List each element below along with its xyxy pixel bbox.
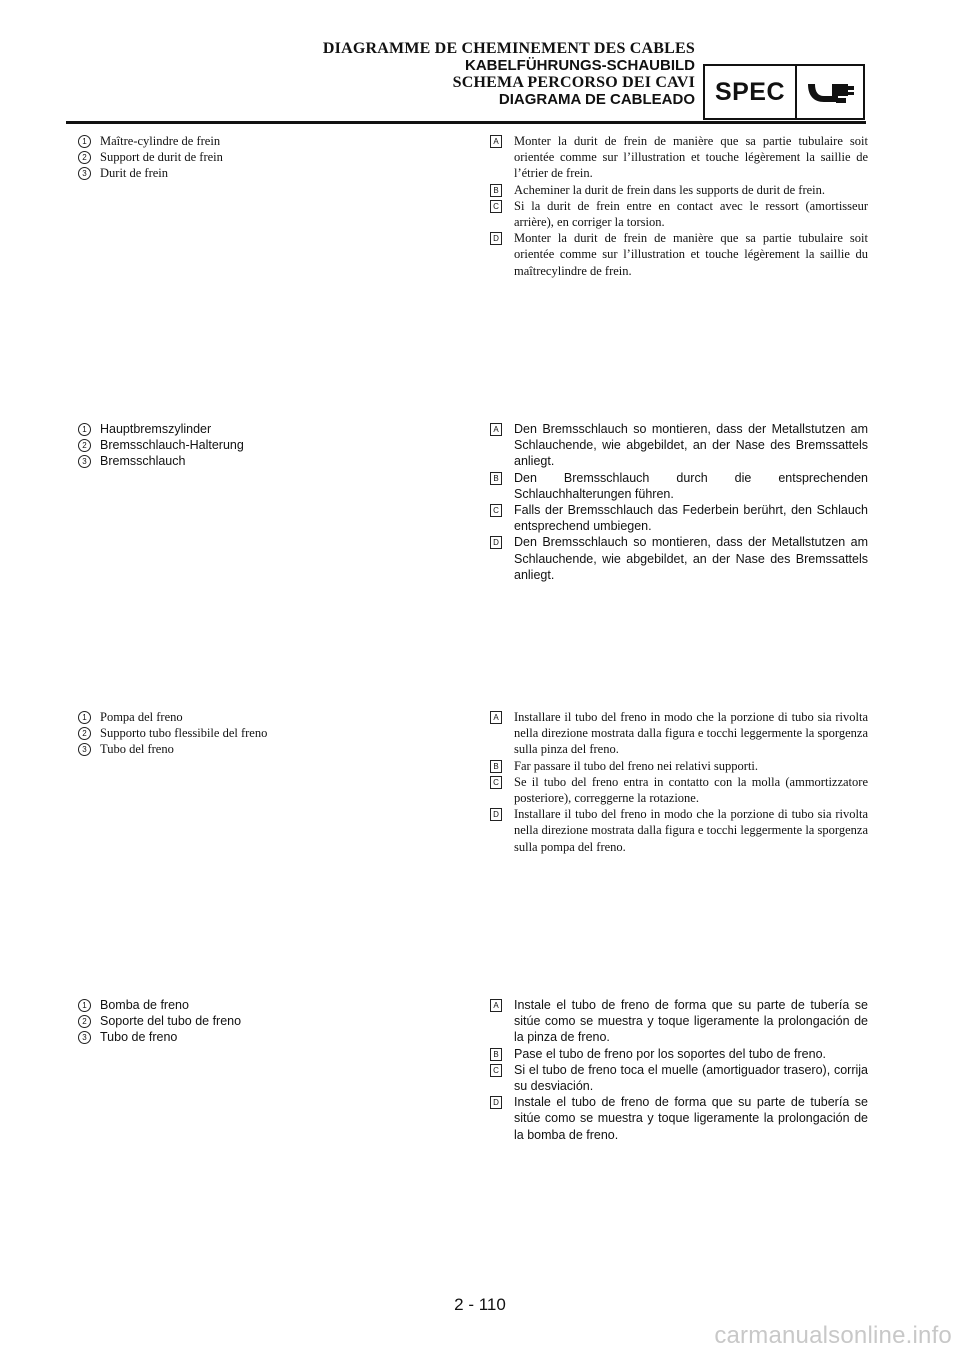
page-header: [0, 0, 960, 130]
parts-list: [78, 997, 438, 1046]
circled-number: 2: [78, 1015, 91, 1028]
boxed-letter: D: [490, 808, 502, 821]
header-titles: [323, 40, 695, 108]
notes-list: [490, 997, 868, 1143]
note-item: D Monter la durit de frein de manière que sa partie tubulaire soit orientée comme sur l’illustration et touche légèrement la saillie du maîtrecylindre de frein.: [490, 230, 868, 279]
note-item: D Instale el tubo de freno de forma que su parte de tubería se sitúe como se muestra y toque ligeramente la prolongación de la bomba de freno.: [490, 1094, 868, 1143]
notes-list: [490, 421, 868, 583]
list-item: 2 Bremsschlauch-Halterung: [78, 437, 438, 453]
list-item: 1 Pompa del freno: [78, 709, 438, 725]
note-item: B Far passare il tubo del freno nei relativi supporti.: [490, 758, 868, 774]
list-item: 2 Soporte del tubo de freno: [78, 1013, 438, 1029]
boxed-letter: B: [490, 760, 502, 773]
header-rule: [66, 121, 866, 124]
title-fr: DIAGRAMME DE CHEMINEMENT DES CABLES: [322, 40, 695, 57]
note-item: D Den Bremsschlauch so montieren, dass der Metallstutzen am Schlauchende, wie abgebildet, an der Nase des Bremssattels anliegt.: [490, 534, 868, 583]
notes-list: [490, 709, 868, 855]
note-item: C Si el tubo de freno toca el muelle (amortiguador trasero), corrija su desviación.: [490, 1062, 868, 1094]
circled-number: 2: [78, 439, 91, 452]
list-item: 2 Support de durit de frein: [78, 149, 438, 165]
boxed-letter: D: [490, 1096, 502, 1109]
circled-number: 2: [78, 151, 91, 164]
parts-list: [78, 133, 438, 182]
boxed-letter: C: [490, 776, 502, 789]
list-item: 2 Supporto tubo flessibile del freno: [78, 725, 438, 741]
boxed-letter: A: [490, 999, 502, 1012]
wrench-spec-icon: [797, 66, 863, 118]
note-item: B Pase el tubo de freno por los soportes del tubo de freno.: [490, 1046, 868, 1062]
spec-label: SPEC: [705, 66, 797, 118]
list-item: 3 Bremsschlauch: [78, 453, 438, 469]
circled-number: 3: [78, 1031, 91, 1044]
circled-number: 3: [78, 167, 91, 180]
note-item: A Installare il tubo del freno in modo che la porzione di tubo sia rivolta nella direzione mostrata dalla figura e tocchi leggermente la sporgenza sulla pinza del freno.: [490, 709, 868, 758]
boxed-letter: C: [490, 200, 502, 213]
list-item: 3 Tubo de freno: [78, 1029, 438, 1045]
note-item: B Acheminer la durit de frein dans les supports de durit de frein.: [490, 182, 868, 198]
note-item: C Falls der Bremsschlauch das Federbein berührt, den Schlauch entsprechend umbiegen.: [490, 502, 868, 534]
boxed-letter: B: [490, 472, 502, 485]
boxed-letter: C: [490, 1064, 502, 1077]
circled-number: 3: [78, 455, 91, 468]
boxed-letter: D: [490, 232, 502, 245]
note-item: D Installare il tubo del freno in modo che la porzione di tubo sia rivolta nella direzione mostrata dalla figura e tocchi leggermente la sporgenza sulla pompa del freno.: [490, 806, 868, 855]
title-it: SCHEMA PERCORSO DEI CAVI: [452, 74, 695, 91]
circled-number: 1: [78, 999, 91, 1012]
boxed-letter: C: [490, 504, 502, 517]
watermark: carmanualsonline.info: [714, 1322, 952, 1349]
circled-number: 1: [78, 135, 91, 148]
note-item: A Den Bremsschlauch so montieren, dass der Metallstutzen am Schlauchende, wie abgebildet, an der Nase des Bremssattels anliegt.: [490, 421, 868, 470]
boxed-letter: A: [490, 423, 502, 436]
note-item: B Den Bremsschlauch durch die entsprechenden Schlauchhalterungen führen.: [490, 470, 868, 502]
title-de: KABELFÜHRUNGS-SCHAUBILD: [465, 57, 695, 74]
boxed-letter: B: [490, 1048, 502, 1061]
list-item: 3 Durit de frein: [78, 165, 438, 181]
boxed-letter: A: [490, 135, 502, 148]
circled-number: 2: [78, 727, 91, 740]
page-number: 2 - 110: [454, 1295, 506, 1314]
boxed-letter: D: [490, 536, 502, 549]
note-item: C Si la durit de frein entre en contact avec le ressort (amortisseur arrière), en corriger la torsion.: [490, 198, 868, 230]
list-item: 1 Maître-cylindre de frein: [78, 133, 438, 149]
circled-number: 1: [78, 711, 91, 724]
list-item: 3 Tubo del freno: [78, 741, 438, 757]
boxed-letter: A: [490, 711, 502, 724]
spec-badge: [703, 64, 865, 120]
note-item: A Instale el tubo de freno de forma que su parte de tubería se sitúe como se muestra y toque ligeramente la prolongación de la pinza de freno.: [490, 997, 868, 1046]
list-item: 1 Bomba de freno: [78, 997, 438, 1013]
boxed-letter: B: [490, 184, 502, 197]
note-item: C Se il tubo del freno entra in contatto con la molla (ammortizzatore posteriore), correggerne la rotazione.: [490, 774, 868, 806]
parts-list: [78, 421, 438, 470]
circled-number: 1: [78, 423, 91, 436]
title-es: DIAGRAMA DE CABLEADO: [498, 91, 695, 108]
notes-list: [490, 133, 868, 279]
circled-number: 3: [78, 743, 91, 756]
list-item: 1 Hauptbremszylinder: [78, 421, 438, 437]
parts-list: [78, 709, 438, 758]
note-item: A Monter la durit de frein de manière que sa partie tubulaire soit orientée comme sur l’illustration et touche légèrement la saillie de l’étrier de frein.: [490, 133, 868, 182]
